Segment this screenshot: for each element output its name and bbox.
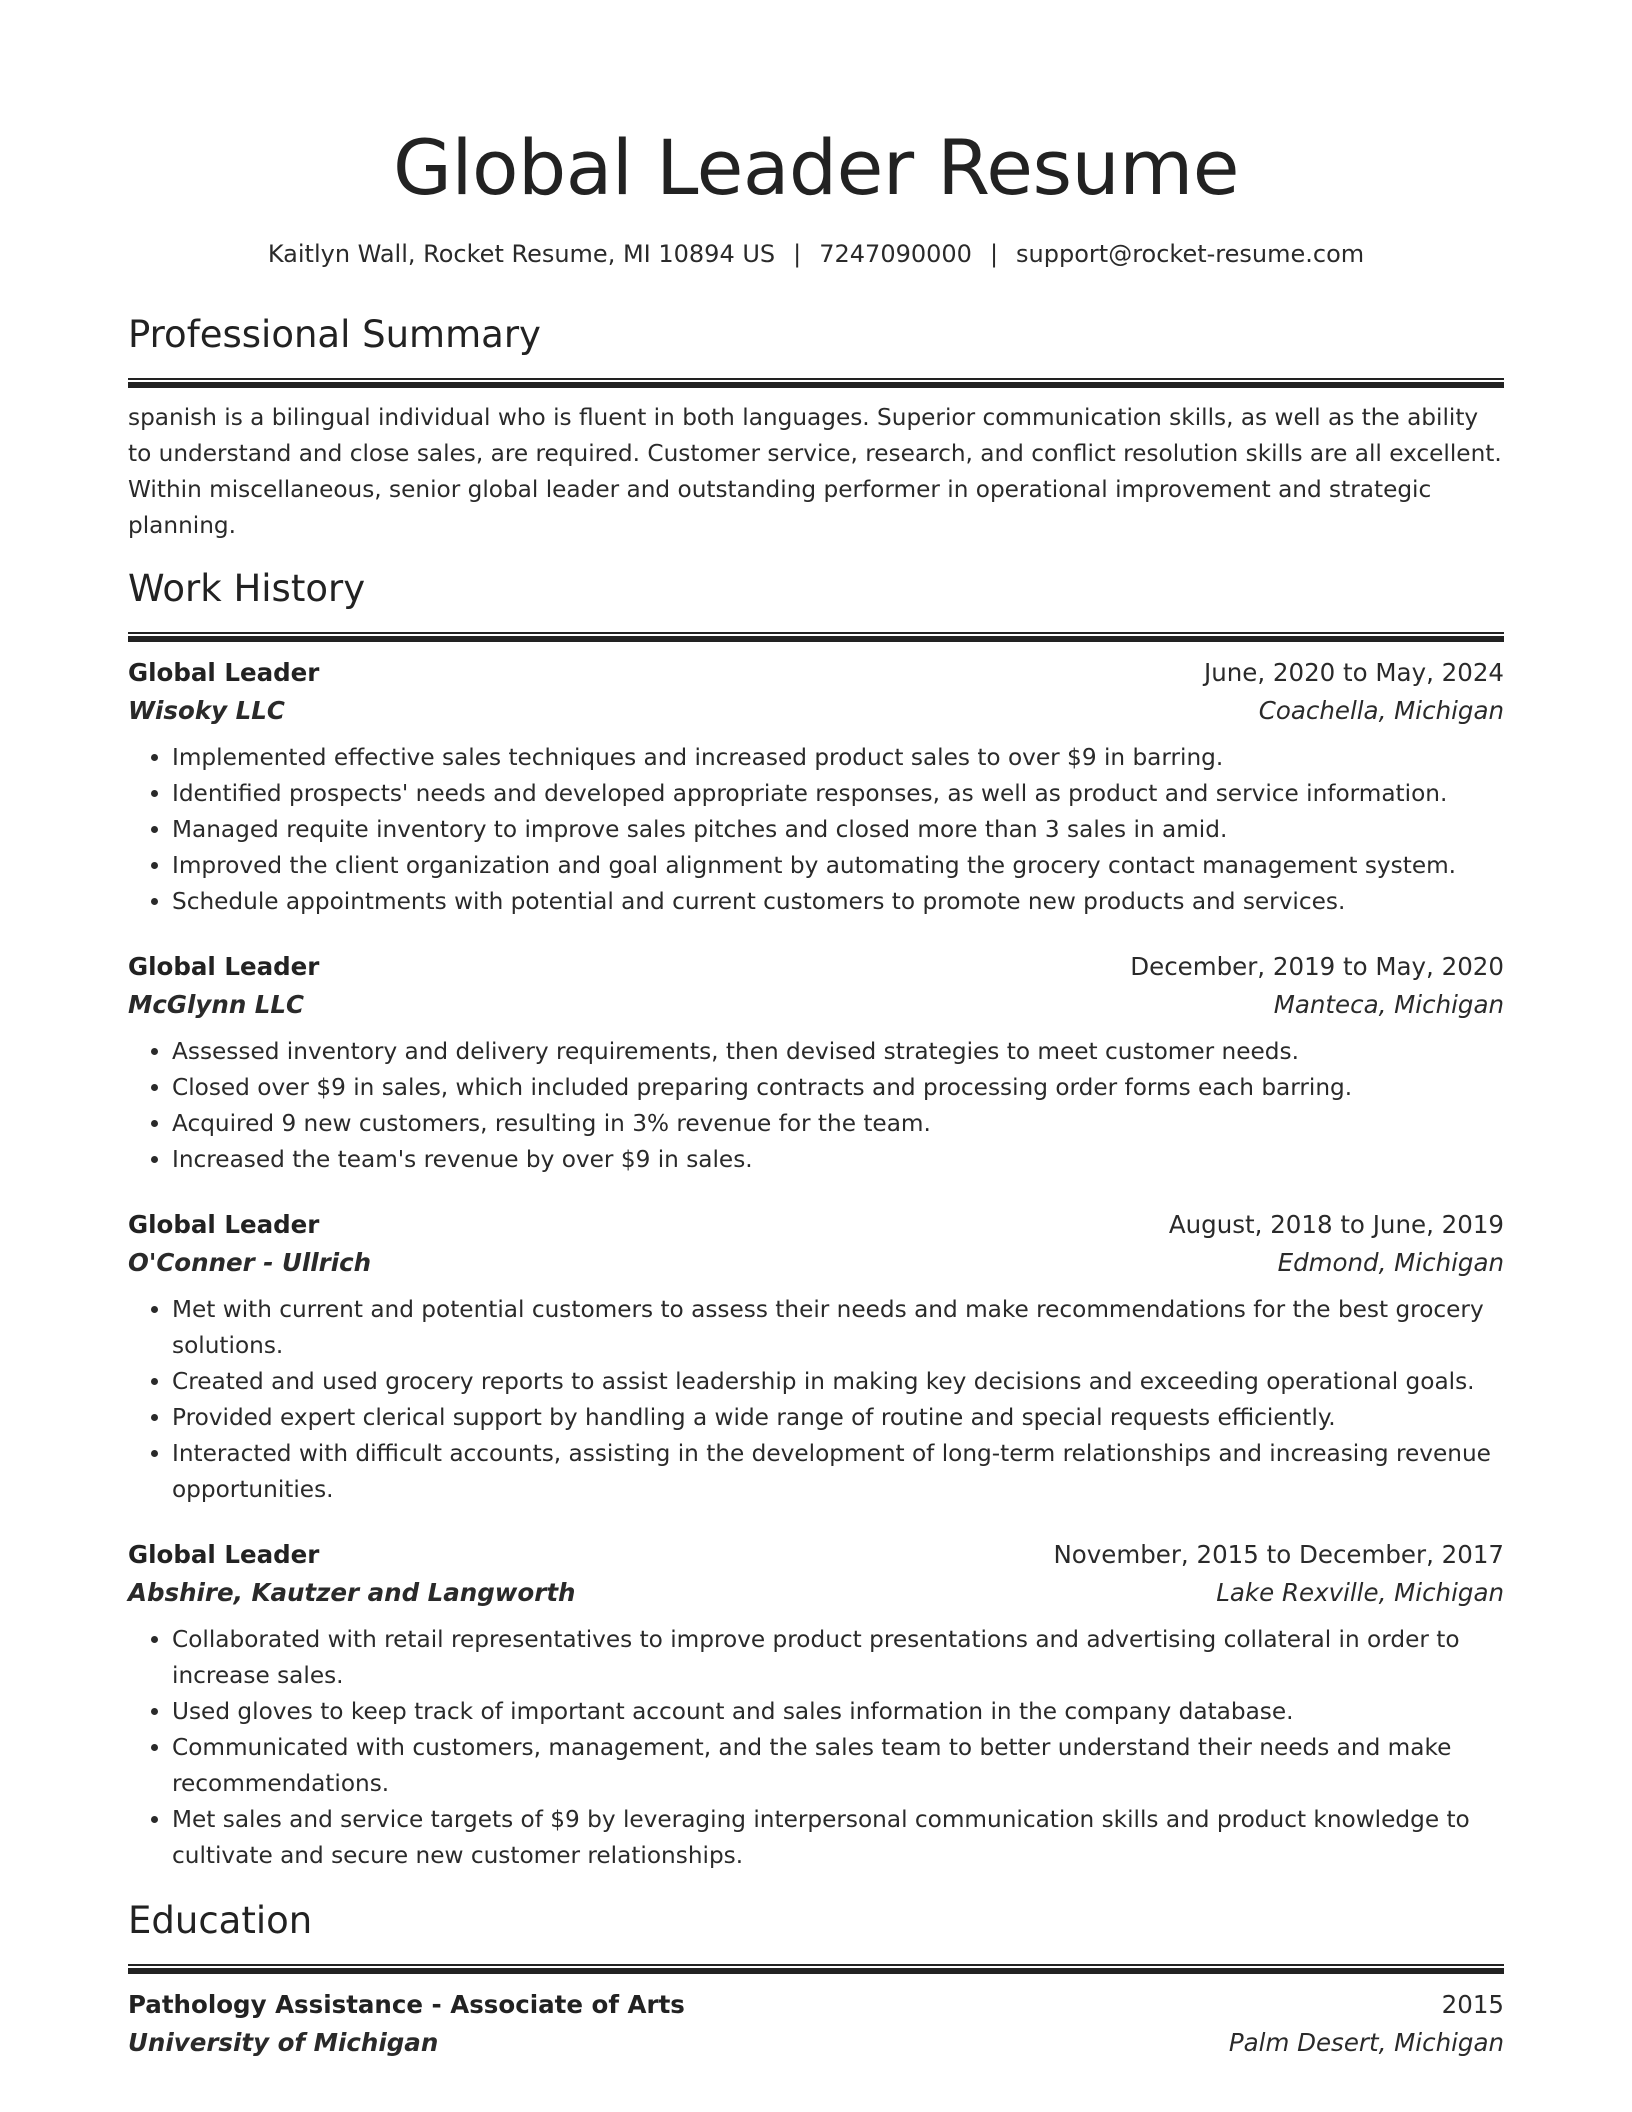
- job-title: Global Leader: [128, 658, 320, 687]
- contact-line: [128, 238, 1504, 270]
- job-location: Edmond, Michigan: [1277, 1248, 1504, 1277]
- job-bullet: • Collaborated with retail representatives to improve product presentations and advertising collateral in order to increase sales.: [172, 1622, 1504, 1694]
- job-bullet: • Provided expert clerical support by handling a wide range of routine and special requests efficiently.: [172, 1400, 1504, 1436]
- job-bullets: [128, 1292, 1504, 1508]
- education-location: Palm Desert, Michigan: [1228, 2028, 1504, 2057]
- section-heading: Work History: [128, 567, 366, 610]
- job-entry: [128, 1206, 1504, 1508]
- job-bullet: • Schedule appointments with potential and current customers to promote new products and services.: [172, 884, 1504, 920]
- contact-phone: 7247090000: [819, 240, 972, 268]
- section-heading: Education: [128, 1899, 313, 1942]
- job-entry: [128, 1536, 1504, 1874]
- section-divider: [128, 632, 1504, 642]
- job-bullet: • Improved the client organization and goal alignment by automating the grocery contact management system.: [172, 848, 1504, 884]
- education-degree: Pathology Assistance - Associate of Arts: [128, 1990, 685, 2019]
- job-company: Abshire, Kautzer and Langworth: [128, 1578, 576, 1607]
- section-heading: Professional Summary: [128, 313, 541, 356]
- job-company: O'Conner - Ullrich: [128, 1248, 372, 1277]
- job-bullet: • Interacted with difficult accounts, assisting in the development of long-term relationships and increasing revenue opportunities.: [172, 1436, 1504, 1508]
- job-company: McGlynn LLC: [128, 990, 304, 1019]
- work-history-section: [128, 566, 1504, 1874]
- job-bullet: • Implemented effective sales techniques and increased product sales to over $9 in barring.: [172, 740, 1504, 776]
- job-bullet: • Created and used grocery reports to assist leadership in making key decisions and exceeding operational goals.: [172, 1364, 1504, 1400]
- job-bullet: • Used gloves to keep track of important account and sales information in the company database.: [172, 1694, 1504, 1730]
- job-title: Global Leader: [128, 1540, 320, 1569]
- job-dates: August, 2018 to June, 2019: [1168, 1210, 1504, 1239]
- job-location: Coachella, Michigan: [1258, 696, 1504, 725]
- job-bullets: [128, 1622, 1504, 1874]
- summary-text: spanish is a bilingual individual who is fluent in both languages. Superior communication skills, as well as the ability to understand and close sales, are required. Customer service, research, and conflict resolution skills are all excellent. Within miscellaneous, senior global leader and outstanding performer in operational improvement and strategic planning.: [128, 404, 1502, 539]
- job-dates: November, 2015 to December, 2017: [1053, 1540, 1504, 1569]
- job-location: Manteca, Michigan: [1273, 990, 1504, 1019]
- education-entry: [128, 1986, 1504, 2062]
- education-school: University of Michigan: [128, 2028, 439, 2057]
- job-bullet: • Assessed inventory and delivery requirements, then devised strategies to meet customer needs.: [172, 1034, 1504, 1070]
- job-dates: June, 2020 to May, 2024: [1203, 658, 1504, 687]
- job-bullet: • Closed over $9 in sales, which included preparing contracts and processing order forms each barring.: [172, 1070, 1504, 1106]
- education-year: 2015: [1441, 1990, 1504, 2019]
- resume-page: [128, 0, 1504, 2062]
- job-bullet: • Managed requite inventory to improve sales pitches and closed more than 3 sales in amid.: [172, 812, 1504, 848]
- job-entry: [128, 654, 1504, 920]
- contact-separator: |: [989, 240, 999, 268]
- job-bullets: [128, 740, 1504, 920]
- summary-section: [128, 312, 1504, 544]
- job-title: Global Leader: [128, 1210, 320, 1239]
- contact-separator: |: [793, 240, 802, 268]
- contact-address: Kaitlyn Wall, Rocket Resume, MI 10894 US: [267, 240, 776, 268]
- job-bullet: • Identified prospects' needs and developed appropriate responses, as well as product and service information.: [172, 776, 1504, 812]
- contact-email: support@rocket-resume.com: [1016, 240, 1365, 268]
- job-entry: [128, 948, 1504, 1178]
- section-divider: [128, 378, 1504, 388]
- job-bullet: • Met sales and service targets of $9 by leveraging interpersonal communication skills and product knowledge to cultivate and secure new customer relationships.: [172, 1802, 1504, 1874]
- job-dates: December, 2019 to May, 2020: [1130, 952, 1504, 981]
- education-section: [128, 1898, 1504, 2062]
- job-bullet: • Acquired 9 new customers, resulting in 3% revenue for the team.: [172, 1106, 1504, 1142]
- section-divider: [128, 1964, 1504, 1974]
- job-title: Global Leader: [128, 952, 320, 981]
- job-bullet: • Increased the team's revenue by over $9 in sales.: [172, 1142, 1504, 1178]
- job-location: Lake Rexville, Michigan: [1216, 1578, 1504, 1607]
- job-company: Wisoky LLC: [128, 696, 285, 725]
- job-bullet: • Communicated with customers, management, and the sales team to better understand their needs and make recommendations.: [172, 1730, 1504, 1802]
- resume-title: Global Leader Resume: [392, 123, 1240, 212]
- job-bullet: • Met with current and potential customers to assess their needs and make recommendations for the best grocery solutions.: [172, 1292, 1504, 1364]
- job-bullets: [128, 1034, 1504, 1178]
